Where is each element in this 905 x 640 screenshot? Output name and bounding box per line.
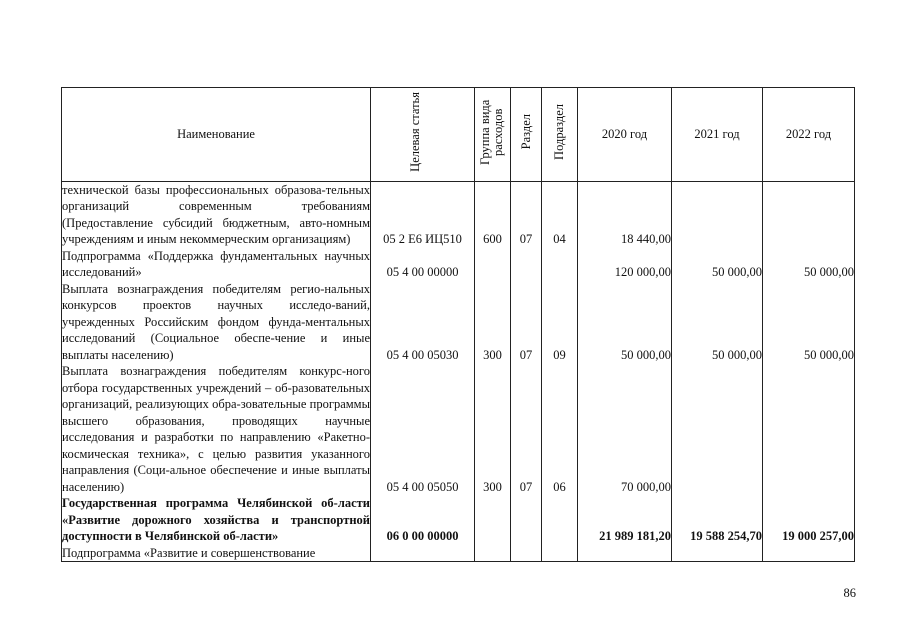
table-row xyxy=(62,545,855,562)
row-amount-2021 xyxy=(672,363,763,495)
table-row xyxy=(62,363,855,495)
header-name: Наименование xyxy=(62,88,371,182)
row-section: 07 xyxy=(511,281,542,364)
page-number: 86 xyxy=(843,586,856,600)
row-amount-2022: 50 000,00 xyxy=(763,248,855,281)
row-amount-2022: 19 000 257,00 xyxy=(763,495,855,545)
table-row xyxy=(62,248,855,281)
row-subsection: 09 xyxy=(542,281,578,364)
row-amount-2020: 21 989 181,20 xyxy=(578,495,672,545)
row-expense-group xyxy=(475,248,511,281)
table-row xyxy=(62,281,855,364)
row-expense-group xyxy=(475,495,511,545)
row-name: технической базы профессиональных образова-тельных организаций современным требованиям (Предоставление субсидий бюджетным, авто-номным учреждениям и иным некоммерческим организациям) xyxy=(62,182,370,246)
row-amount-2020: 120 000,00 xyxy=(578,248,672,281)
header-2022: 2022 год xyxy=(763,88,855,182)
row-name: Государственная программа Челябинской об-ласти «Развитие дорожного хозяйства и транспортной доступности в Челябинской об-ласти» xyxy=(62,496,370,543)
row-expense-group: 300 xyxy=(475,281,511,364)
row-amount-2022: 50 000,00 xyxy=(763,281,855,364)
row-name: Выплата вознаграждения победителям конкурс-ного отбора государственных учреждений – об-разовательных организаций, реализующих обра-зовательные программы высшего образования, проводящих научные исследования и разработки по направлению «Ракетно-космическая техника», с целью развития указанного направления (Соци-альное обеспечение и иные выплаты населению) xyxy=(62,364,370,494)
row-target-article: 05 4 00 05050 xyxy=(371,363,475,495)
row-amount-2020 xyxy=(578,545,672,562)
row-amount-2020: 50 000,00 xyxy=(578,281,672,364)
row-target-article: 05 2 Е6 ИЦ510 xyxy=(371,181,475,248)
row-subsection xyxy=(542,545,578,562)
row-name: Подпрограмма «Поддержка фундаментальных научных исследований» xyxy=(62,248,370,279)
row-expense-group xyxy=(475,545,511,562)
row-section xyxy=(511,248,542,281)
row-amount-2021: 19 588 254,70 xyxy=(672,495,763,545)
row-target-article: 06 0 00 00000 xyxy=(371,495,475,545)
row-section xyxy=(511,545,542,562)
row-expense-group: 300 xyxy=(475,363,511,495)
row-subsection: 04 xyxy=(542,181,578,248)
row-amount-2020: 18 440,00 xyxy=(578,181,672,248)
row-amount-2021: 50 000,00 xyxy=(672,281,763,364)
header-expense-group: Группа вида расходов xyxy=(475,88,511,182)
row-section xyxy=(511,495,542,545)
row-amount-2021 xyxy=(672,545,763,562)
header-section: Раздел xyxy=(511,88,542,182)
header-target-article: Целевая статья xyxy=(371,88,475,182)
table-body xyxy=(62,181,855,562)
header-subsection: Подраздел xyxy=(542,88,578,182)
row-amount-2022 xyxy=(763,545,855,562)
row-section: 07 xyxy=(511,181,542,248)
row-amount-2021: 50 000,00 xyxy=(672,248,763,281)
header-2020: 2020 год xyxy=(578,88,672,182)
table-row xyxy=(62,495,855,545)
header-row xyxy=(62,88,855,182)
row-amount-2022 xyxy=(763,363,855,495)
row-amount-2020: 70 000,00 xyxy=(578,363,672,495)
row-amount-2022 xyxy=(763,181,855,248)
row-amount-2021 xyxy=(672,181,763,248)
row-target-article xyxy=(371,545,475,562)
budget-table xyxy=(61,87,855,562)
row-name: Выплата вознаграждения победителям регио-нальных конкурсов проектов научных исследо-ваний, учрежденных Российским фондом фунда-ментальных исследований (Социальное обеспе-чение и иные выплаты населению) xyxy=(62,281,370,362)
table-row xyxy=(62,181,855,248)
row-name: Подпрограмма «Развитие и совершенствование xyxy=(62,545,371,562)
row-subsection xyxy=(542,248,578,281)
row-target-article: 05 4 00 00000 xyxy=(371,248,475,281)
row-subsection: 06 xyxy=(542,363,578,495)
row-expense-group: 600 xyxy=(475,181,511,248)
row-subsection xyxy=(542,495,578,545)
row-section: 07 xyxy=(511,363,542,495)
header-2021: 2021 год xyxy=(672,88,763,182)
row-target-article: 05 4 00 05030 xyxy=(371,281,475,364)
